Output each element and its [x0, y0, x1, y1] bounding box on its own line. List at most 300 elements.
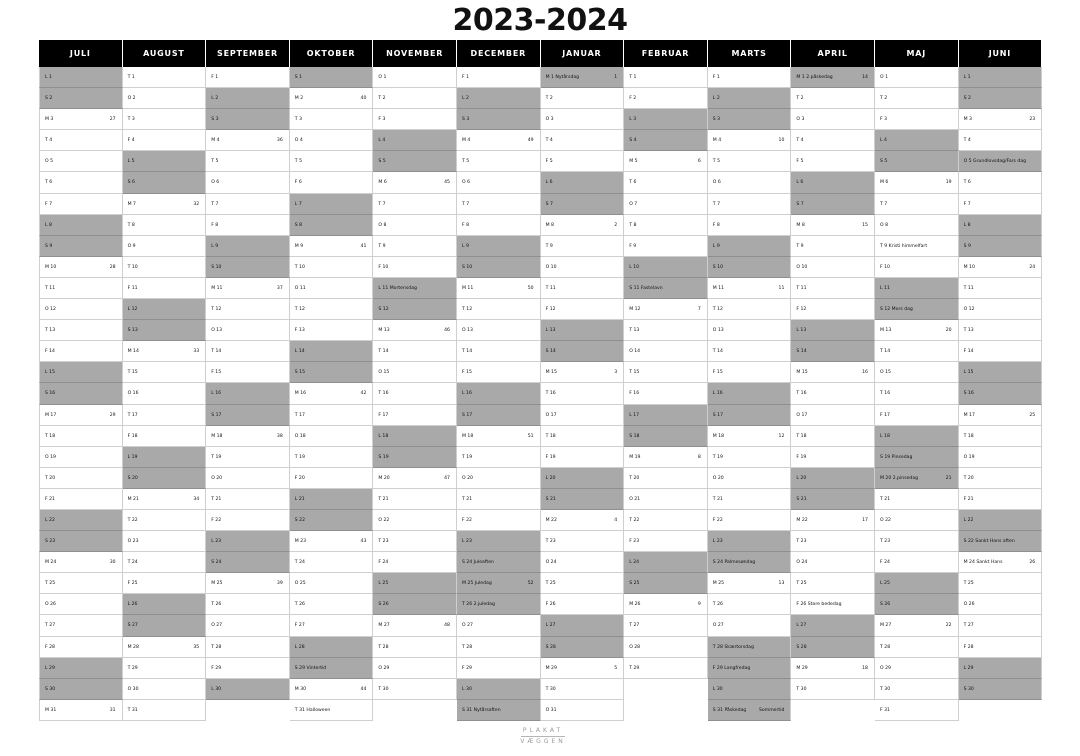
- day-cell: [373, 405, 457, 426]
- day-cell: [541, 658, 625, 679]
- day-label: T 21: [880, 496, 891, 502]
- day-label: F 2: [629, 96, 637, 102]
- day-cell: [206, 341, 290, 362]
- day-cell: [373, 679, 457, 700]
- day-label: M 3: [963, 117, 972, 123]
- day-cell: [123, 151, 207, 172]
- day-label: M 24: [45, 560, 57, 566]
- day-cell: [959, 405, 1043, 426]
- day-label: S 3: [712, 117, 721, 123]
- day-label: M 1 Nytårsdag: [545, 75, 580, 80]
- day-cell: [290, 573, 374, 594]
- day-cell: [373, 194, 457, 215]
- day-cell: [875, 151, 959, 172]
- day-cell: [624, 573, 708, 594]
- day-label: T 3: [127, 117, 135, 123]
- week-number: 39: [276, 581, 283, 587]
- day-cell: [791, 531, 875, 552]
- day-cell: [541, 594, 625, 615]
- day-label: O 15: [378, 370, 390, 376]
- day-label: M 10: [963, 264, 975, 270]
- day-label: F 5: [545, 159, 553, 165]
- day-label: O 5 Grundlovsdag/Fars dag: [963, 159, 1027, 165]
- day-label: T 2: [545, 96, 553, 102]
- day-label: O 31: [545, 707, 557, 713]
- day-cell: [624, 341, 708, 362]
- day-label: O 18: [294, 433, 306, 439]
- day-label: L 2: [462, 96, 469, 102]
- day-cell: [875, 299, 959, 320]
- week-number: 17: [862, 517, 868, 523]
- brand-logo: [515, 727, 571, 746]
- day-cell: [39, 299, 123, 320]
- day-label: F 18: [127, 433, 138, 439]
- day-label: O 13: [712, 328, 724, 334]
- day-cell: [457, 88, 541, 109]
- week-number: 9: [697, 602, 701, 608]
- day-cell: [457, 278, 541, 299]
- day-cell: [791, 341, 875, 362]
- day-cell: [708, 426, 792, 447]
- day-label: O 6: [712, 180, 721, 186]
- day-cell: [206, 615, 290, 636]
- day-cell: [541, 194, 625, 215]
- day-cell: [791, 109, 875, 130]
- day-label: L 2: [712, 96, 720, 102]
- day-label: T 18: [45, 433, 56, 439]
- day-label: T 1: [127, 75, 135, 80]
- calendar-title: 2023-2024: [452, 3, 628, 38]
- day-label: S 23: [45, 539, 56, 545]
- day-cell: [206, 278, 290, 299]
- day-label: T 16: [378, 391, 389, 397]
- day-label: F 11: [127, 285, 138, 291]
- day-label: S 30: [45, 686, 56, 692]
- day-cell: [39, 615, 123, 636]
- day-cell: [959, 447, 1043, 468]
- week-number: 34: [193, 496, 200, 502]
- day-cell: [457, 257, 541, 278]
- week-number: 45: [444, 180, 450, 186]
- day-cell: [624, 594, 708, 615]
- month-column: [290, 40, 374, 721]
- day-cell: [206, 468, 290, 489]
- week-number: 42: [360, 391, 367, 397]
- logo-line-top: PLAKAT: [522, 727, 564, 734]
- day-cell: [791, 405, 875, 426]
- day-cell: [708, 510, 792, 531]
- day-cell: [875, 489, 959, 510]
- day-cell: [373, 658, 457, 679]
- month-column: [123, 40, 207, 721]
- day-label: M 25 Juledag: [462, 581, 492, 587]
- day-cell: [791, 194, 875, 215]
- day-cell: [457, 215, 541, 236]
- day-label: F 22: [712, 517, 723, 523]
- day-cell: [457, 130, 541, 151]
- day-cell: [206, 531, 290, 552]
- day-cell: [39, 109, 123, 130]
- day-label: O 26: [45, 602, 56, 608]
- day-label: L 4: [378, 138, 386, 144]
- day-label: M 9: [294, 243, 304, 249]
- day-label: M 4: [462, 138, 471, 144]
- day-label: T 26 2.juledag: [462, 602, 495, 608]
- day-label: T 17: [294, 412, 305, 418]
- month-column: [39, 40, 123, 721]
- day-label: F 8: [462, 222, 470, 228]
- day-cell: [791, 468, 875, 489]
- week-number: 3: [614, 370, 618, 376]
- day-cell: [457, 151, 541, 172]
- day-cell: [541, 405, 625, 426]
- day-cell: [123, 405, 207, 426]
- day-cell: [39, 637, 123, 658]
- day-cell: [624, 299, 708, 320]
- day-label: T 25: [796, 581, 807, 587]
- day-label: T 14: [462, 349, 473, 355]
- day-label: L 30: [712, 686, 723, 692]
- day-cell: [541, 278, 625, 299]
- day-label: T 13: [963, 328, 974, 334]
- day-label: O 17: [545, 412, 557, 418]
- day-cell: [373, 426, 457, 447]
- day-cell: [791, 510, 875, 531]
- day-label: O 3: [545, 117, 554, 123]
- day-label: L 23: [712, 539, 723, 545]
- day-label: M 2: [294, 96, 304, 102]
- day-cell: [791, 67, 875, 88]
- day-cell: [875, 510, 959, 531]
- day-cell: [791, 489, 875, 510]
- day-label: S 28: [545, 644, 556, 650]
- day-cell: [290, 130, 374, 151]
- day-cell: [791, 278, 875, 299]
- day-cell: [541, 299, 625, 320]
- day-cell: [457, 109, 541, 130]
- day-cell: [39, 88, 123, 109]
- day-cell: [541, 615, 625, 636]
- day-cell: [123, 67, 207, 88]
- day-label: F 14: [45, 349, 55, 355]
- day-label: S 2: [45, 96, 53, 102]
- day-label: O 22: [880, 517, 891, 523]
- day-label: O 27: [211, 623, 223, 629]
- day-cell: [123, 278, 207, 299]
- day-cell: [457, 637, 541, 658]
- day-cell: [708, 658, 792, 679]
- day-label: M 8: [545, 222, 554, 228]
- day-cell: [708, 299, 792, 320]
- day-cell: [541, 257, 625, 278]
- day-label: T 24: [127, 560, 138, 566]
- day-label: S 10: [712, 264, 724, 270]
- day-cell: [373, 468, 457, 489]
- day-label: T 21: [712, 496, 723, 502]
- day-label: T 28: [211, 644, 222, 650]
- day-label: T 15: [127, 370, 138, 376]
- day-label: T 31: [127, 707, 138, 713]
- week-number: 26: [1029, 560, 1036, 566]
- day-label: S 17: [211, 412, 222, 418]
- month-header: MAJ: [875, 40, 959, 67]
- week-number: 29: [109, 412, 116, 418]
- day-cell: [791, 172, 875, 193]
- day-cell: [959, 88, 1043, 109]
- day-label: T 5: [294, 159, 302, 165]
- day-label: T 8: [629, 222, 637, 228]
- day-label: S 8: [294, 222, 303, 228]
- day-label: O 3: [796, 117, 805, 123]
- day-label: L 15: [45, 370, 55, 376]
- day-cell: [457, 510, 541, 531]
- day-label: T 22: [629, 517, 640, 523]
- day-label: F 26 Store bededag: [796, 602, 842, 608]
- day-label: L 17: [629, 412, 640, 418]
- day-cell: [206, 172, 290, 193]
- month-column: [206, 40, 290, 700]
- day-cell: [290, 151, 374, 172]
- day-cell: [290, 615, 374, 636]
- day-cell: [39, 257, 123, 278]
- day-cell: [39, 594, 123, 615]
- week-number: 46: [444, 328, 450, 334]
- day-label: T 15: [629, 370, 640, 376]
- day-label: M 11: [712, 285, 725, 291]
- day-label: S 24 Palmesøndag: [712, 560, 756, 566]
- day-label: O 17: [796, 412, 808, 418]
- day-label: M 19: [629, 454, 641, 460]
- day-label: T 30: [796, 686, 807, 692]
- day-cell: [373, 215, 457, 236]
- day-cell: [206, 447, 290, 468]
- day-label: L 10: [629, 264, 640, 270]
- day-cell: [791, 426, 875, 447]
- day-cell: [206, 594, 290, 615]
- day-cell: [959, 172, 1043, 193]
- day-cell: [39, 215, 123, 236]
- day-cell: [39, 573, 123, 594]
- day-label: F 22: [211, 517, 222, 523]
- day-label: S 10: [462, 264, 473, 270]
- day-label: T 30: [880, 686, 891, 692]
- day-cell: [373, 151, 457, 172]
- day-label: T 17: [127, 412, 138, 418]
- day-label: M 11: [462, 285, 474, 291]
- day-cell: [206, 383, 290, 404]
- day-cell: [457, 383, 541, 404]
- day-cell: [791, 362, 875, 383]
- day-label: M 13: [880, 328, 892, 334]
- day-label: F 15: [211, 370, 222, 376]
- day-cell: [875, 700, 959, 721]
- day-label: O 30: [127, 686, 139, 692]
- week-number: 19: [945, 180, 952, 186]
- day-cell: [541, 109, 625, 130]
- day-cell: [457, 236, 541, 257]
- week-number: 20: [945, 328, 952, 334]
- day-label: S 24: [211, 560, 222, 566]
- day-label: T 13: [629, 328, 640, 334]
- week-number: 7: [697, 307, 701, 313]
- day-label: L 22: [963, 517, 974, 523]
- month-header: FEBRUAR: [624, 40, 708, 67]
- day-cell: [290, 88, 374, 109]
- day-cell: [624, 362, 708, 383]
- day-cell: [708, 172, 792, 193]
- day-cell: [624, 405, 708, 426]
- day-label: M 17: [963, 412, 975, 418]
- day-label: M 1 2.påskedag: [796, 75, 833, 80]
- day-label: M 4: [712, 138, 722, 144]
- day-label: O 14: [629, 349, 641, 355]
- month-header: APRIL: [791, 40, 875, 67]
- day-label: F 19: [796, 454, 807, 460]
- day-label: F 15: [462, 370, 472, 376]
- day-cell: [624, 151, 708, 172]
- day-cell: [290, 447, 374, 468]
- day-cell: [541, 383, 625, 404]
- day-cell: [875, 383, 959, 404]
- day-cell: [875, 594, 959, 615]
- day-cell: [875, 615, 959, 636]
- day-label: L 8: [45, 222, 52, 228]
- day-cell: [457, 615, 541, 636]
- day-cell: [708, 257, 792, 278]
- day-cell: [624, 67, 708, 88]
- day-label: L 14: [294, 349, 305, 355]
- day-cell: [791, 447, 875, 468]
- day-label: M 13: [378, 328, 390, 334]
- day-cell: [959, 236, 1043, 257]
- day-cell: [206, 637, 290, 658]
- day-cell: [457, 552, 541, 573]
- day-cell: [457, 573, 541, 594]
- day-label: T 10: [127, 264, 138, 270]
- day-label: M 21: [127, 496, 139, 502]
- day-cell: [708, 405, 792, 426]
- day-cell: [39, 658, 123, 679]
- day-label: T 11: [545, 285, 556, 291]
- day-label: L 29: [45, 665, 55, 671]
- day-cell: [123, 130, 207, 151]
- day-label: T 26: [294, 602, 305, 608]
- day-label: F 1: [712, 75, 720, 80]
- day-label: O 19: [45, 454, 56, 460]
- day-label: T 9: [378, 243, 386, 249]
- day-cell: [959, 341, 1043, 362]
- day-cell: [123, 299, 207, 320]
- day-cell: [39, 172, 123, 193]
- day-label: S 26: [378, 602, 389, 608]
- day-cell: [875, 637, 959, 658]
- day-label: T 30: [378, 686, 389, 692]
- day-label: S 22 Sankt Hans aften: [963, 539, 1015, 545]
- day-cell: [373, 109, 457, 130]
- day-cell: [39, 468, 123, 489]
- day-cell: [457, 172, 541, 193]
- day-cell: [290, 637, 374, 658]
- day-label: L 8: [963, 222, 971, 228]
- day-cell: [39, 489, 123, 510]
- week-number: 23: [1029, 117, 1036, 123]
- day-cell: [959, 679, 1043, 700]
- day-label: M 29: [545, 665, 557, 671]
- day-label: T 30: [545, 686, 556, 692]
- day-label: S 31 Nytårsaften: [462, 707, 501, 713]
- day-label: T 22: [127, 517, 138, 523]
- day-label: L 5: [127, 159, 135, 165]
- day-label: T 21: [378, 496, 389, 502]
- day-cell: [791, 658, 875, 679]
- day-cell: [123, 468, 207, 489]
- day-label: T 29: [127, 665, 138, 671]
- day-cell: [373, 130, 457, 151]
- day-cell: [290, 594, 374, 615]
- day-cell: [206, 658, 290, 679]
- day-label: M 14: [127, 349, 139, 355]
- day-cell: [206, 299, 290, 320]
- day-cell: [457, 489, 541, 510]
- day-cell: [624, 109, 708, 130]
- day-label: F 3: [880, 117, 888, 123]
- day-label: O 28: [629, 644, 641, 650]
- day-label: F 8: [712, 222, 720, 228]
- day-cell: [123, 510, 207, 531]
- day-label: S 21: [545, 496, 556, 502]
- day-label: M 28: [127, 644, 139, 650]
- day-label: T 27: [963, 623, 974, 629]
- day-label: O 12: [45, 307, 56, 313]
- day-cell: [39, 383, 123, 404]
- day-cell: [206, 67, 290, 88]
- day-cell: [39, 447, 123, 468]
- day-label: T 12: [462, 307, 473, 313]
- day-cell: [373, 615, 457, 636]
- day-cell: [290, 215, 374, 236]
- day-label: T 28: [880, 644, 891, 650]
- day-cell: [959, 637, 1043, 658]
- day-label: S 25: [629, 581, 640, 587]
- day-label: O 20: [462, 475, 473, 481]
- day-label: L 16: [462, 391, 472, 397]
- month-column: [708, 40, 792, 721]
- day-label: F 23: [629, 539, 640, 545]
- day-label: O 27: [462, 623, 473, 629]
- day-cell: [373, 573, 457, 594]
- day-label: L 6: [545, 180, 553, 186]
- day-label: L 1: [963, 75, 971, 80]
- day-label: T 12: [294, 307, 305, 313]
- day-label: T 7: [712, 201, 720, 207]
- day-label: L 20: [796, 475, 807, 481]
- day-cell: [959, 426, 1043, 447]
- day-label: S 15: [294, 370, 306, 376]
- day-label: O 6: [462, 180, 470, 186]
- day-cell: [39, 531, 123, 552]
- day-label: T 2: [796, 96, 804, 102]
- day-label: S 5: [378, 159, 386, 165]
- day-cell: [875, 573, 959, 594]
- day-cell: [290, 172, 374, 193]
- month-column: [373, 40, 457, 700]
- day-cell: [708, 552, 792, 573]
- month-column: [875, 40, 959, 721]
- day-label: S 7: [545, 201, 553, 207]
- day-label: F 1: [211, 75, 219, 80]
- day-cell: [373, 236, 457, 257]
- day-cell: [39, 67, 123, 88]
